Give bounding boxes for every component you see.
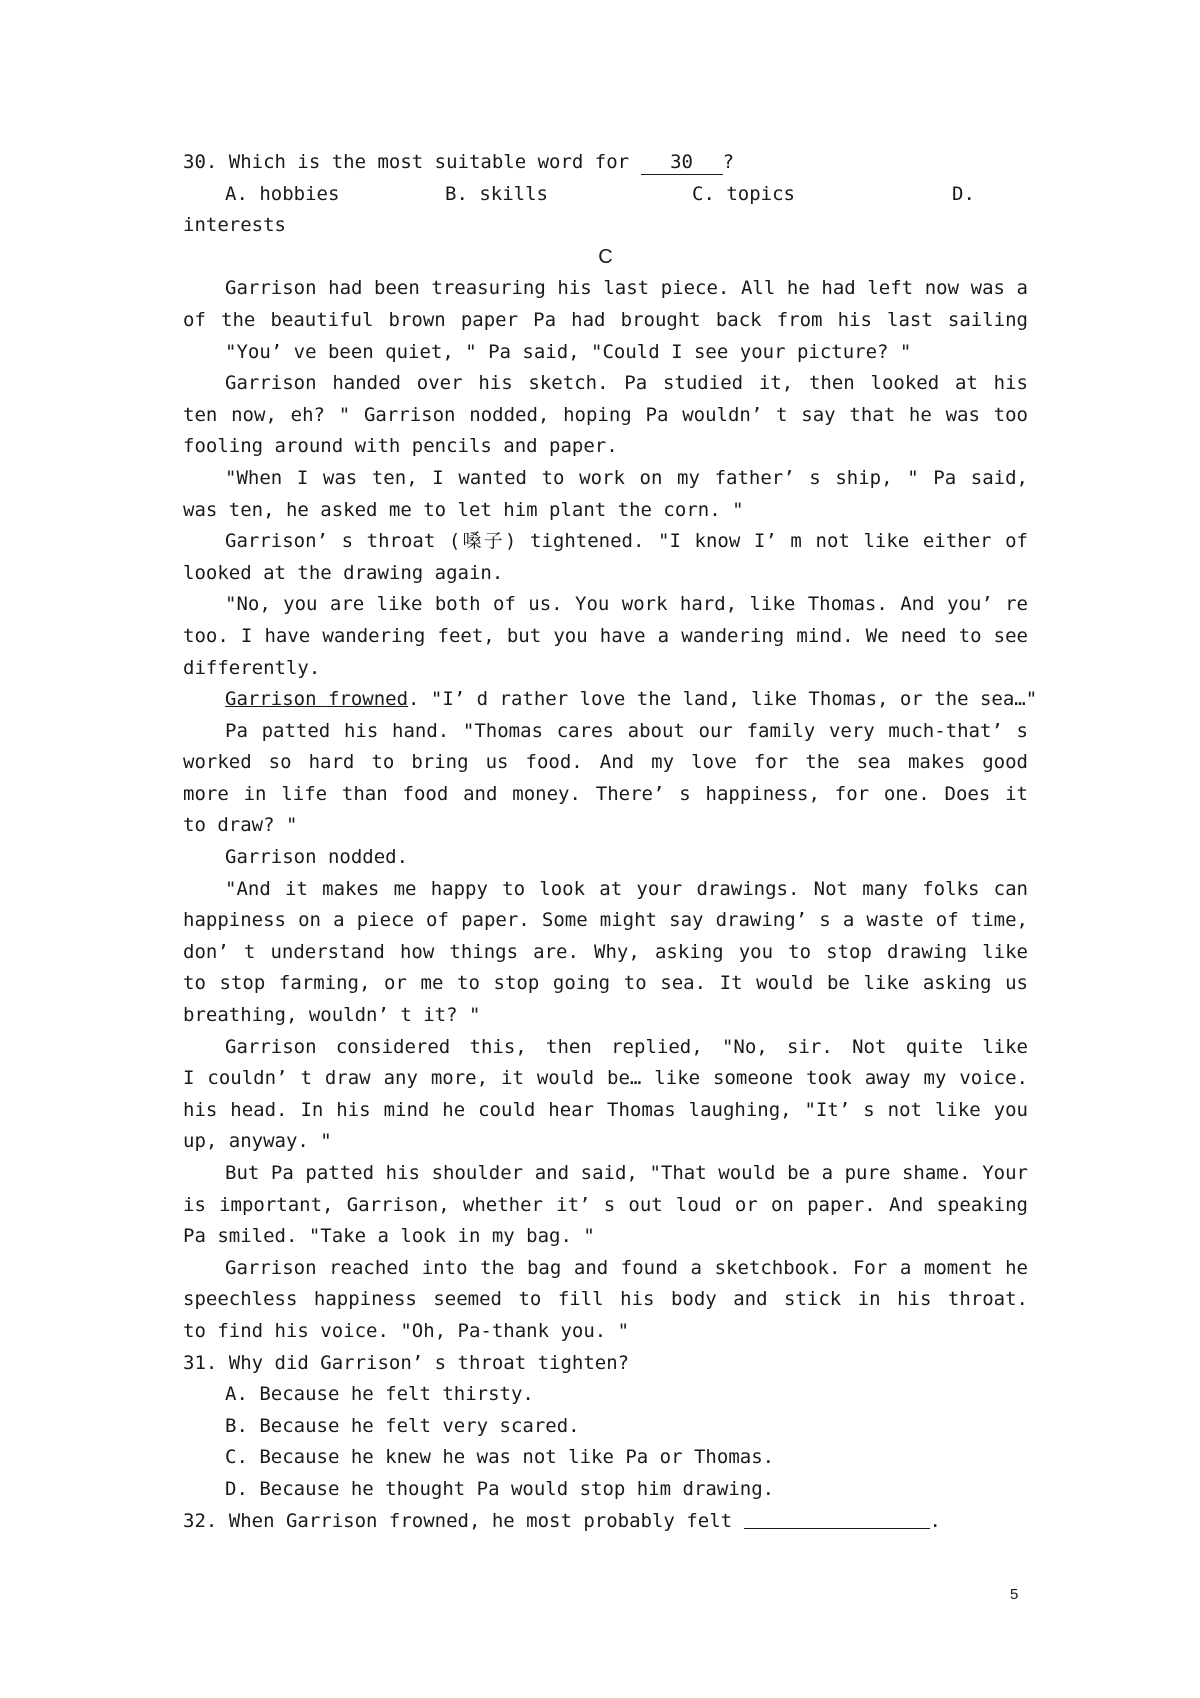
paragraph: But Pa patted his shoulder and said, "That would be a pure shame. Your is important, Garrison, whether it’ s out loud or on paper. And speaking Pa smiled. "Take a look in my bag. " [183, 1162, 1028, 1248]
section-label: C [598, 245, 613, 268]
underlined-phrase: Garrison frowned [225, 688, 409, 711]
option-d-wrap: interests [183, 214, 286, 237]
question-30-stem: 30. Which is the most suitable word for 30 ? [183, 151, 735, 173]
paragraph: Garrison considered this, then replied, "No, sir. Not quite like I couldn’ t draw any more, it would be… like someone took away my voice. his head. In his mind he could hear Thomas laughing, "It’ s not like you up, anyway. " [183, 1035, 1028, 1153]
option-a: A. hobbies [225, 182, 340, 205]
frown-line: Garrison frowned. "I’ d rather love the land, like Thomas, or the sea…" [225, 688, 1038, 711]
paragraph: Garrison handed over his sketch. Pa studied it, then looked at his ten now, eh? " Garrison nodded, hoping Pa wouldn’ t say that he was too fooling around with pencils and paper. [183, 372, 1028, 458]
paragraph: Garrison reached into the bag and found a sketchbook. For a moment he speechless happiness seemed to fill his body and stick in his throat. to find his voice. "Oh, Pa-thank you. " [183, 1256, 1028, 1342]
question-30-options [183, 179, 1028, 211]
paragraph: Garrison’ s throat (嗓子) tightened. "I know I’ m not like either of looked at the drawing again. [183, 530, 1028, 584]
answer-blank-30: 30 [641, 150, 723, 175]
passage [183, 273, 1038, 1347]
question-31-option-d: D. Because he thought Pa would stop him drawing. [225, 1477, 775, 1500]
answer-blank-32 [744, 1506, 930, 1529]
paragraph: "No, you are like both of us. You work hard, like Thomas. And you’ re too. I have wandering feet, but you have a wandering mind. We need to see differently. [183, 593, 1028, 679]
paragraph: Garrison had been treasuring his last piece. All he had left now was a of the beautiful brown paper Pa had brought back from his last sailing [183, 277, 1028, 331]
option-d: D. [952, 182, 975, 205]
question-31-option-b: B. Because he felt very scared. [225, 1414, 580, 1437]
page-content [183, 147, 1038, 1537]
question-31-stem: 31. Why did Garrison’ s throat tighten? [183, 1351, 630, 1374]
question-32-stem: 32. When Garrison frowned, he most probably felt . [183, 1506, 1028, 1538]
paragraph: "When I was ten, I wanted to work on my father’ s ship, " Pa said, was ten, he asked me to let him plant the corn. " [183, 466, 1028, 521]
question-31-option-c: C. Because he knew he was not like Pa or Thomas. [225, 1446, 775, 1469]
paragraph: "And it makes me happy to look at your drawings. Not many folks can happiness on a piece of paper. Some might say drawing’ s a waste of time, don’ t understand how things are. Why, asking you to stop drawing like to stop farming, or me to stop going to sea. It would be like asking us breathing, wouldn’ t it? " [183, 877, 1028, 1027]
paragraph [183, 684, 1038, 716]
paragraph: Pa patted his hand. "Thomas cares about our family very much-that’ s worked so hard to bring us food. And my love for the sea makes good more in life than food and money. There’ s happiness, for one. Does it to draw? " [183, 719, 1028, 837]
paragraph: "You’ ve been quiet, " Pa said, "Could I see your picture? " [225, 340, 912, 363]
paragraph: Garrison nodded. [225, 846, 409, 869]
option-b: B. skills [445, 182, 548, 205]
page-number: 5 [1010, 1586, 1019, 1603]
option-c: C. topics [692, 182, 795, 205]
question-31-option-a: A. Because he felt thirsty. [225, 1383, 534, 1406]
